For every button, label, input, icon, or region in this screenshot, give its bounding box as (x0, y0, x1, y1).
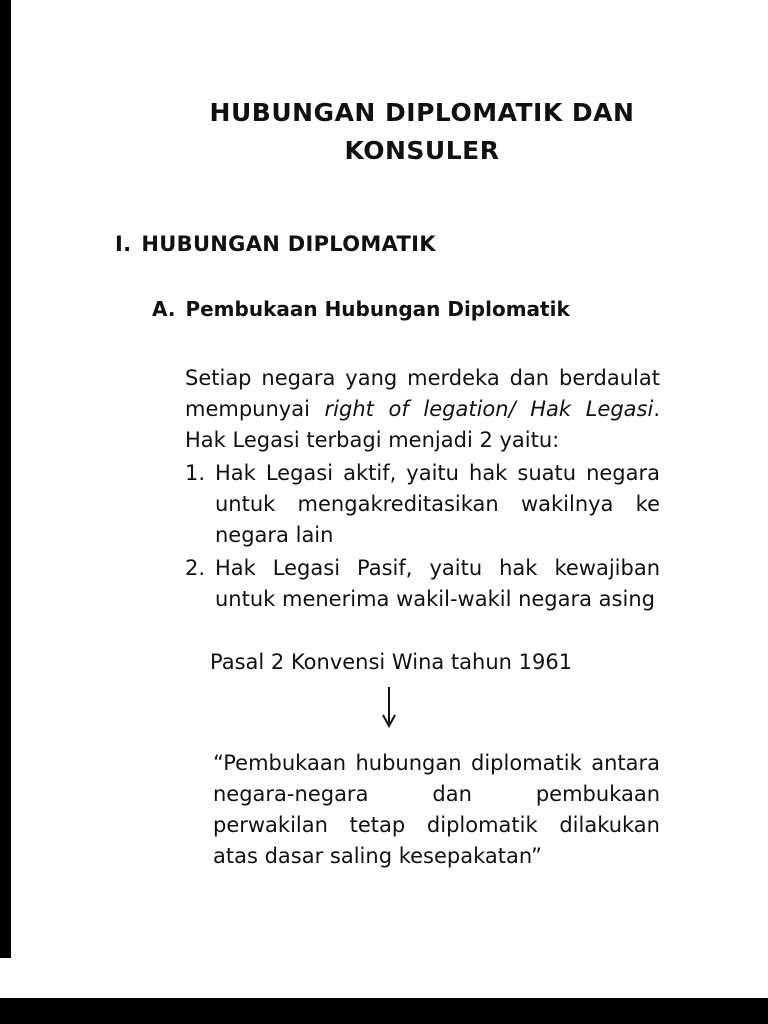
intro-text-start: Setiap negara yang merdeka dan berdaulat mempunyai (185, 366, 660, 421)
intro-text-italic: right of legation/ Hak Legasi (324, 397, 654, 421)
page-title (76, 94, 768, 170)
subsection-label: Pembukaan Hubungan Diplomatik (185, 297, 570, 321)
section-heading (115, 232, 768, 257)
list-item (185, 553, 660, 615)
list-item-number: 1. (185, 461, 206, 485)
intro-text-end: . Hak Legasi terbagi menjadi 2 yaitu: (185, 397, 660, 452)
list-item-number: 2. (185, 556, 206, 580)
intro-paragraph (185, 363, 660, 456)
reference-line: Pasal 2 Konvensi Wina tahun 1961 (210, 650, 573, 674)
list-item (185, 458, 660, 551)
page-title-line-1: HUBUNGAN DIPLOMATIK DAN (209, 98, 635, 127)
subsection-number: A. (152, 297, 176, 321)
page-title-line-2: KONSULER (344, 136, 500, 165)
list-item-text: Hak Legasi Pasif, yaitu hak kewajiban untuk menerima wakil-wakil negara asing (215, 556, 660, 611)
subsection-heading (152, 297, 768, 321)
down-arrow-icon (378, 686, 400, 728)
section-number: I. (115, 232, 132, 256)
list-item-text: Hak Legasi aktif, yaitu hak suatu negara untuk mengakreditasikan wakilnya ke negara lain (215, 461, 660, 547)
section-label: HUBUNGAN DIPLOMATIK (141, 232, 436, 256)
bottom-edge-bar (0, 998, 768, 1024)
quote-paragraph: “Pembukaan hubungan diplomatik antara negara-negara dan pembukaan perwakilan tetap diplomatik dilakukan atas dasar saling kesepakatan” (213, 751, 660, 868)
